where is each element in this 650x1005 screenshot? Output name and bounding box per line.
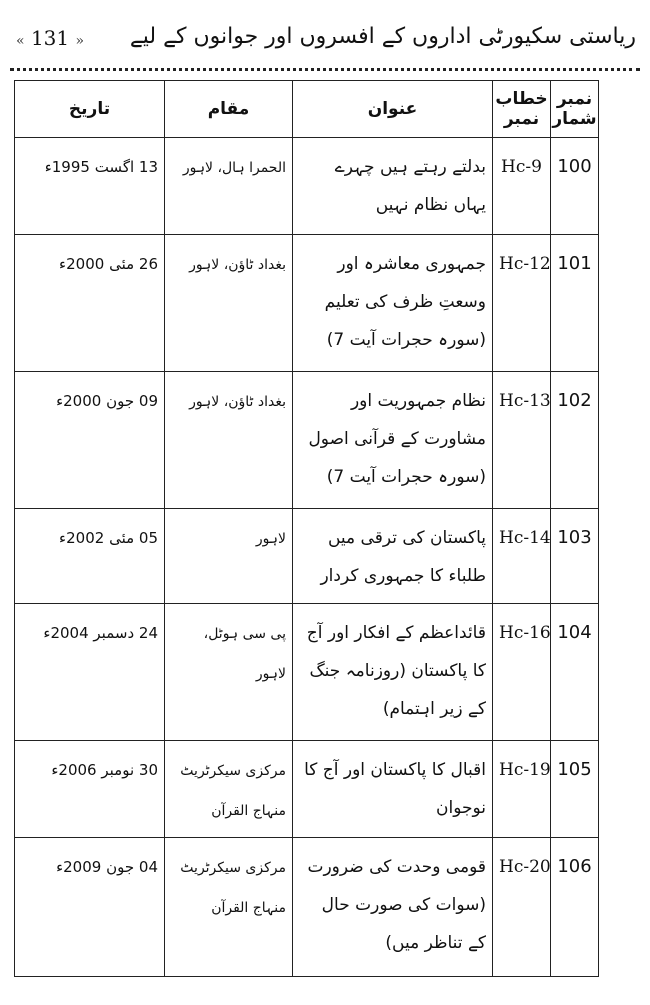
cell-code-text: Hc-9 — [501, 157, 542, 177]
running-header-title: ریاستی سکیورٹی اداروں کے افسروں اور جوانوں کے لیے — [129, 24, 636, 49]
cell-place — [165, 838, 293, 977]
cell-code-text: Hc-14 — [499, 528, 551, 548]
cell-date-text: 24 دسمبر 2004ء — [43, 624, 158, 642]
table-row — [15, 372, 599, 509]
cell-place-text: پی سی ہوٹل، لاہور — [203, 626, 286, 682]
cell-code — [493, 235, 551, 372]
cell-sno — [551, 509, 599, 604]
cell-date-text: 30 نومبر 2006ء — [51, 761, 158, 779]
cell-title-text: جمہوری معاشرہ اور وسعتِ ظرف کی تعلیم (سورہ حجرات آیت 7) — [324, 254, 486, 350]
cell-date — [15, 509, 165, 604]
table-row — [15, 138, 599, 235]
cell-date — [15, 138, 165, 235]
ornament-left-icon: « — [16, 33, 25, 49]
cell-code — [493, 741, 551, 838]
cell-title — [293, 604, 493, 741]
page-header — [10, 18, 640, 70]
cell-code-text: Hc-19 — [499, 760, 551, 780]
cell-title — [293, 372, 493, 509]
cell-code — [493, 138, 551, 235]
cell-sno — [551, 604, 599, 741]
cell-date-text: 09 جون 2000ء — [56, 392, 158, 410]
cell-sno — [551, 235, 599, 372]
cell-place-text: مرکزی سیکرٹریٹ منہاج القرآن — [180, 860, 286, 916]
cell-place — [165, 372, 293, 509]
cell-code — [493, 604, 551, 741]
cell-title — [293, 138, 493, 235]
cell-place-text: بغداد ٹاؤن، لاہور — [189, 257, 286, 273]
cell-code — [493, 838, 551, 977]
cell-date — [15, 604, 165, 741]
speech-index-table — [14, 80, 599, 977]
cell-date — [15, 741, 165, 838]
cell-date — [15, 372, 165, 509]
table-row — [15, 838, 599, 977]
table-row — [15, 235, 599, 372]
cell-code — [493, 372, 551, 509]
cell-place — [165, 604, 293, 741]
column-header-title: عنوان — [293, 81, 493, 138]
cell-date-text: 05 مئی 2002ء — [59, 529, 158, 547]
page-number-value: 131 — [30, 26, 70, 50]
cell-title-text: قائداعظم کے افکار اور آج کا پاکستان (روزنامہ جنگ کے زیر اہتمام) — [306, 623, 486, 719]
table-row — [15, 509, 599, 604]
cell-code-text: Hc-16 — [499, 623, 551, 643]
column-header-place: مقام — [165, 81, 293, 138]
table-header-row — [15, 81, 599, 138]
cell-sno — [551, 138, 599, 235]
cell-place-text: الحمرا ہال، لاہور — [182, 160, 286, 176]
cell-date-text: 13 اگست 1995ء — [44, 158, 158, 176]
cell-date — [15, 235, 165, 372]
cell-code — [493, 509, 551, 604]
ornament-right-icon: » — [75, 33, 85, 49]
cell-title-text: نظام جمہوریت اور مشاورت کے قرآنی اصول (سورہ حجرات آیت 7) — [308, 391, 486, 487]
cell-place — [165, 235, 293, 372]
cell-title — [293, 235, 493, 372]
cell-place-text: لاہور — [255, 531, 286, 547]
cell-place-text: بغداد ٹاؤن، لاہور — [189, 394, 286, 410]
header-divider — [10, 68, 640, 71]
cell-code-text: Hc-20 — [499, 857, 551, 877]
cell-title-text: قومی وحدت کی ضرورت (سوات کی صورت حال کے تناظر میں) — [307, 857, 486, 953]
cell-sno — [551, 372, 599, 509]
cell-sno — [551, 838, 599, 977]
table-row — [15, 604, 599, 741]
column-header-code: خطاب نمبر — [493, 81, 551, 138]
cell-sno — [551, 741, 599, 838]
cell-date-text: 04 جون 2009ء — [56, 858, 158, 876]
cell-title-text: پاکستان کی ترقی میں طلباء کا جمہوری کردار — [320, 528, 486, 586]
cell-date — [15, 838, 165, 977]
cell-sno-text: 104 — [557, 622, 592, 643]
cell-title — [293, 741, 493, 838]
column-header-date: تاریخ — [15, 81, 165, 138]
cell-code-text: Hc-13 — [499, 391, 551, 411]
cell-sno-text: 100 — [557, 156, 592, 177]
cell-title-text: بدلتے رہتے ہیں چہرے یہاں نظام نہیں — [334, 157, 486, 215]
cell-sno-text: 103 — [557, 527, 592, 548]
cell-sno-text: 105 — [557, 759, 592, 780]
table-row — [15, 741, 599, 838]
cell-place — [165, 741, 293, 838]
cell-title — [293, 838, 493, 977]
cell-place — [165, 509, 293, 604]
page-number — [16, 26, 84, 50]
cell-place — [165, 138, 293, 235]
cell-sno-text: 106 — [557, 856, 592, 877]
cell-title — [293, 509, 493, 604]
cell-place-text: مرکزی سیکرٹریٹ منہاج القرآن — [180, 763, 286, 819]
cell-title-text: اقبال کا پاکستان اور آج کا نوجوان — [304, 760, 486, 818]
cell-code-text: Hc-12 — [499, 254, 551, 274]
cell-sno-text: 102 — [557, 390, 592, 411]
cell-date-text: 26 مئی 2000ء — [59, 255, 158, 273]
column-header-sno: نمبر شمار — [551, 81, 599, 138]
cell-sno-text: 101 — [557, 253, 592, 274]
